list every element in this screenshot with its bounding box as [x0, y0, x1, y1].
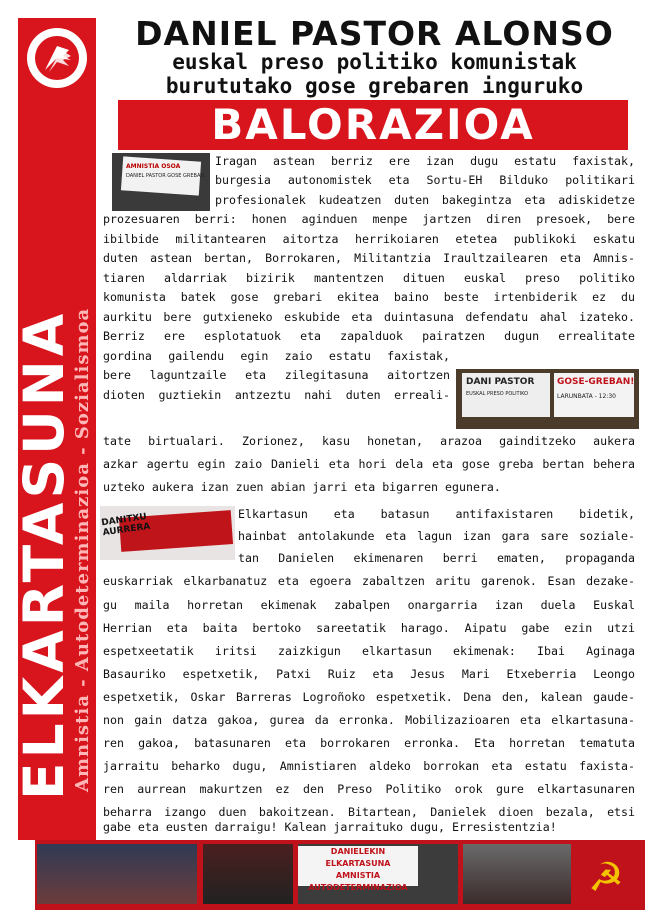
photo1-text2: DANIEL PASTOR GOSE GREBAN — [126, 173, 205, 179]
photo1-text1: AMNISTIA OSOA — [126, 163, 181, 170]
photo-danitxu-aurrera — [100, 506, 235, 560]
photo2-right-text2: LARUNBATA - 12:30 — [557, 393, 616, 400]
body-line: dioten guztiekin antzeztu nahi duten erreali- — [103, 388, 450, 402]
body-line: gordina gailendu egin zaio estatu faxistak, — [103, 349, 450, 363]
body-line: burgesia autonomistek eta Sortu-EH Bilduko politikari — [215, 173, 635, 187]
body-line: non gain datza gakoa, gurea da erronka. Mobilizazioaren eta elkartasuna- — [103, 713, 635, 727]
body-line: ibilbide militantearen aitortza herrikoiaren etetea publikoki eskatu — [103, 232, 635, 246]
body-line: espetxetik, Oskar Barreras Logroñoko espetxetik. Dena den, kalean gaude- — [103, 690, 635, 704]
body-line: jarraitu beharko dugu, Amnistiaren aldeko borrokan eta estatu faxista- — [103, 759, 635, 773]
photo-gose-greban-banners — [456, 369, 639, 429]
body-line: tate birtualari. Zorionez, kasu honetan, arazoa gainditzeko aukera — [103, 434, 635, 448]
photo3-text: DANITXU AURRERA — [100, 512, 151, 539]
footer-photo — [463, 844, 571, 904]
body-line: duten astean bertan, Borrokaren, Militantzia Iraultzailearen eta Amnis- — [103, 251, 635, 265]
photo2-left-text: DANI PASTOR — [466, 377, 535, 387]
body-line: profesionalek kudeatzen duten bakegintza eta adiskidetze — [215, 193, 635, 207]
footer-caption-line3: AUTODETERMINAZIOA — [308, 883, 408, 892]
body-line: aurkitu bere gutxieneko eskubide eta duintasuna defendatu ahal izateko. — [103, 310, 635, 324]
sidebar-vertical-text — [12, 20, 96, 820]
title-box — [118, 100, 628, 150]
header-subtitle-line2: burututako gose grebaren inguruko — [165, 74, 584, 98]
hammer-sickle-icon: ☭ — [588, 855, 624, 901]
body-line: komunista batek gose grebari ekitea baino beste irtenbiderik ez du — [103, 290, 635, 304]
body-line: Herrian eta baita bertoko sareetatik harago. Aipatu gabe ezin utzi — [103, 621, 635, 635]
body-line: Basauriko espetxetik, Patxi Ruiz eta Jesus Mari Etxeberria Leongo — [103, 667, 635, 681]
photo2-right-text: GOSE-GREBAN! — [557, 377, 635, 387]
photo-amnistia-banner — [112, 153, 210, 211]
photo2-left-text2: EUSKAL PRESO POLITIKO — [466, 391, 529, 397]
body-line: Berriz ere esplotatuok eta zapalduok pairatzen dugun errealitate — [103, 329, 635, 343]
body-line: gabe eta eusten darraigu! Kalean jarraituko dugu, Erresistentzia! — [103, 820, 557, 834]
body-line: hainbat antolakunde eta lagun izan gara sare soziale- — [238, 529, 635, 543]
header-subtitle-line1: euskal preso politiko komunistak — [172, 50, 577, 74]
body-line: uzteko aukera izan zuen abian jarri eta bigarren egunera. — [103, 480, 501, 494]
body-line: azkar agertu egin zaio Danieli eta hori dela eta gose greba bertan behera — [103, 457, 635, 471]
footer-caption-line2: AMNISTIA — [335, 871, 381, 880]
body-line: prozesuaren berri: honen aginduen menpe jartzen diren presoek, bere — [103, 212, 635, 226]
body-line: tiaren aldarriak bizirik mantentzen dituen euskal preso politiko — [103, 271, 635, 285]
body-line: ren aurrean makurtzen ez den Preso Politiko orok gure elkartasunaren — [103, 782, 635, 796]
body-line: gu maila horretan ekimenak zabalpen onargarria izan duela Euskal — [103, 598, 635, 612]
footer-photo — [203, 844, 293, 904]
footer-caption-line1: DANIELEKIN ELKARTASUNA — [325, 847, 391, 868]
footer-banner-caption — [298, 846, 418, 892]
body-line: bere laguntzaile eta zilegitasuna aitortzen — [103, 368, 450, 382]
sidebar-main-text: ELKARTASUNA — [12, 309, 76, 800]
body-line: ren gakoa, batasunaren eta borrokaren erronka. Eta horretan tematuta — [103, 736, 635, 750]
page-title: BALORAZIOA — [211, 100, 535, 149]
body-line: tan Danielen ekimenaren berri ematen, propaganda — [238, 551, 635, 565]
body-line: espetxeetatik iritsi zaizkigun elkartasun ekimenak: Ibai Aginaga — [103, 644, 635, 658]
body-line: beharra izango duen bakoitzean. Bitartean, Danielek dioen bezala, etsi — [103, 805, 635, 819]
body-line: Elkartasun eta batasun antifaxistaren bidetik, — [238, 507, 635, 521]
footer-photo — [37, 844, 197, 904]
sidebar-sub-text: Amnistia - Autodeterminazioa - Sozialismoa — [72, 307, 93, 792]
body-line: euskarriak elkarbanatuz eta egoera zabaltzen aritu garenok. Esan dezake- — [103, 574, 635, 588]
body-line: Iragan astean berriz ere izan dugu estatu faxistak, — [215, 154, 635, 168]
header-name: DANIEL PASTOR ALONSO — [135, 14, 614, 53]
